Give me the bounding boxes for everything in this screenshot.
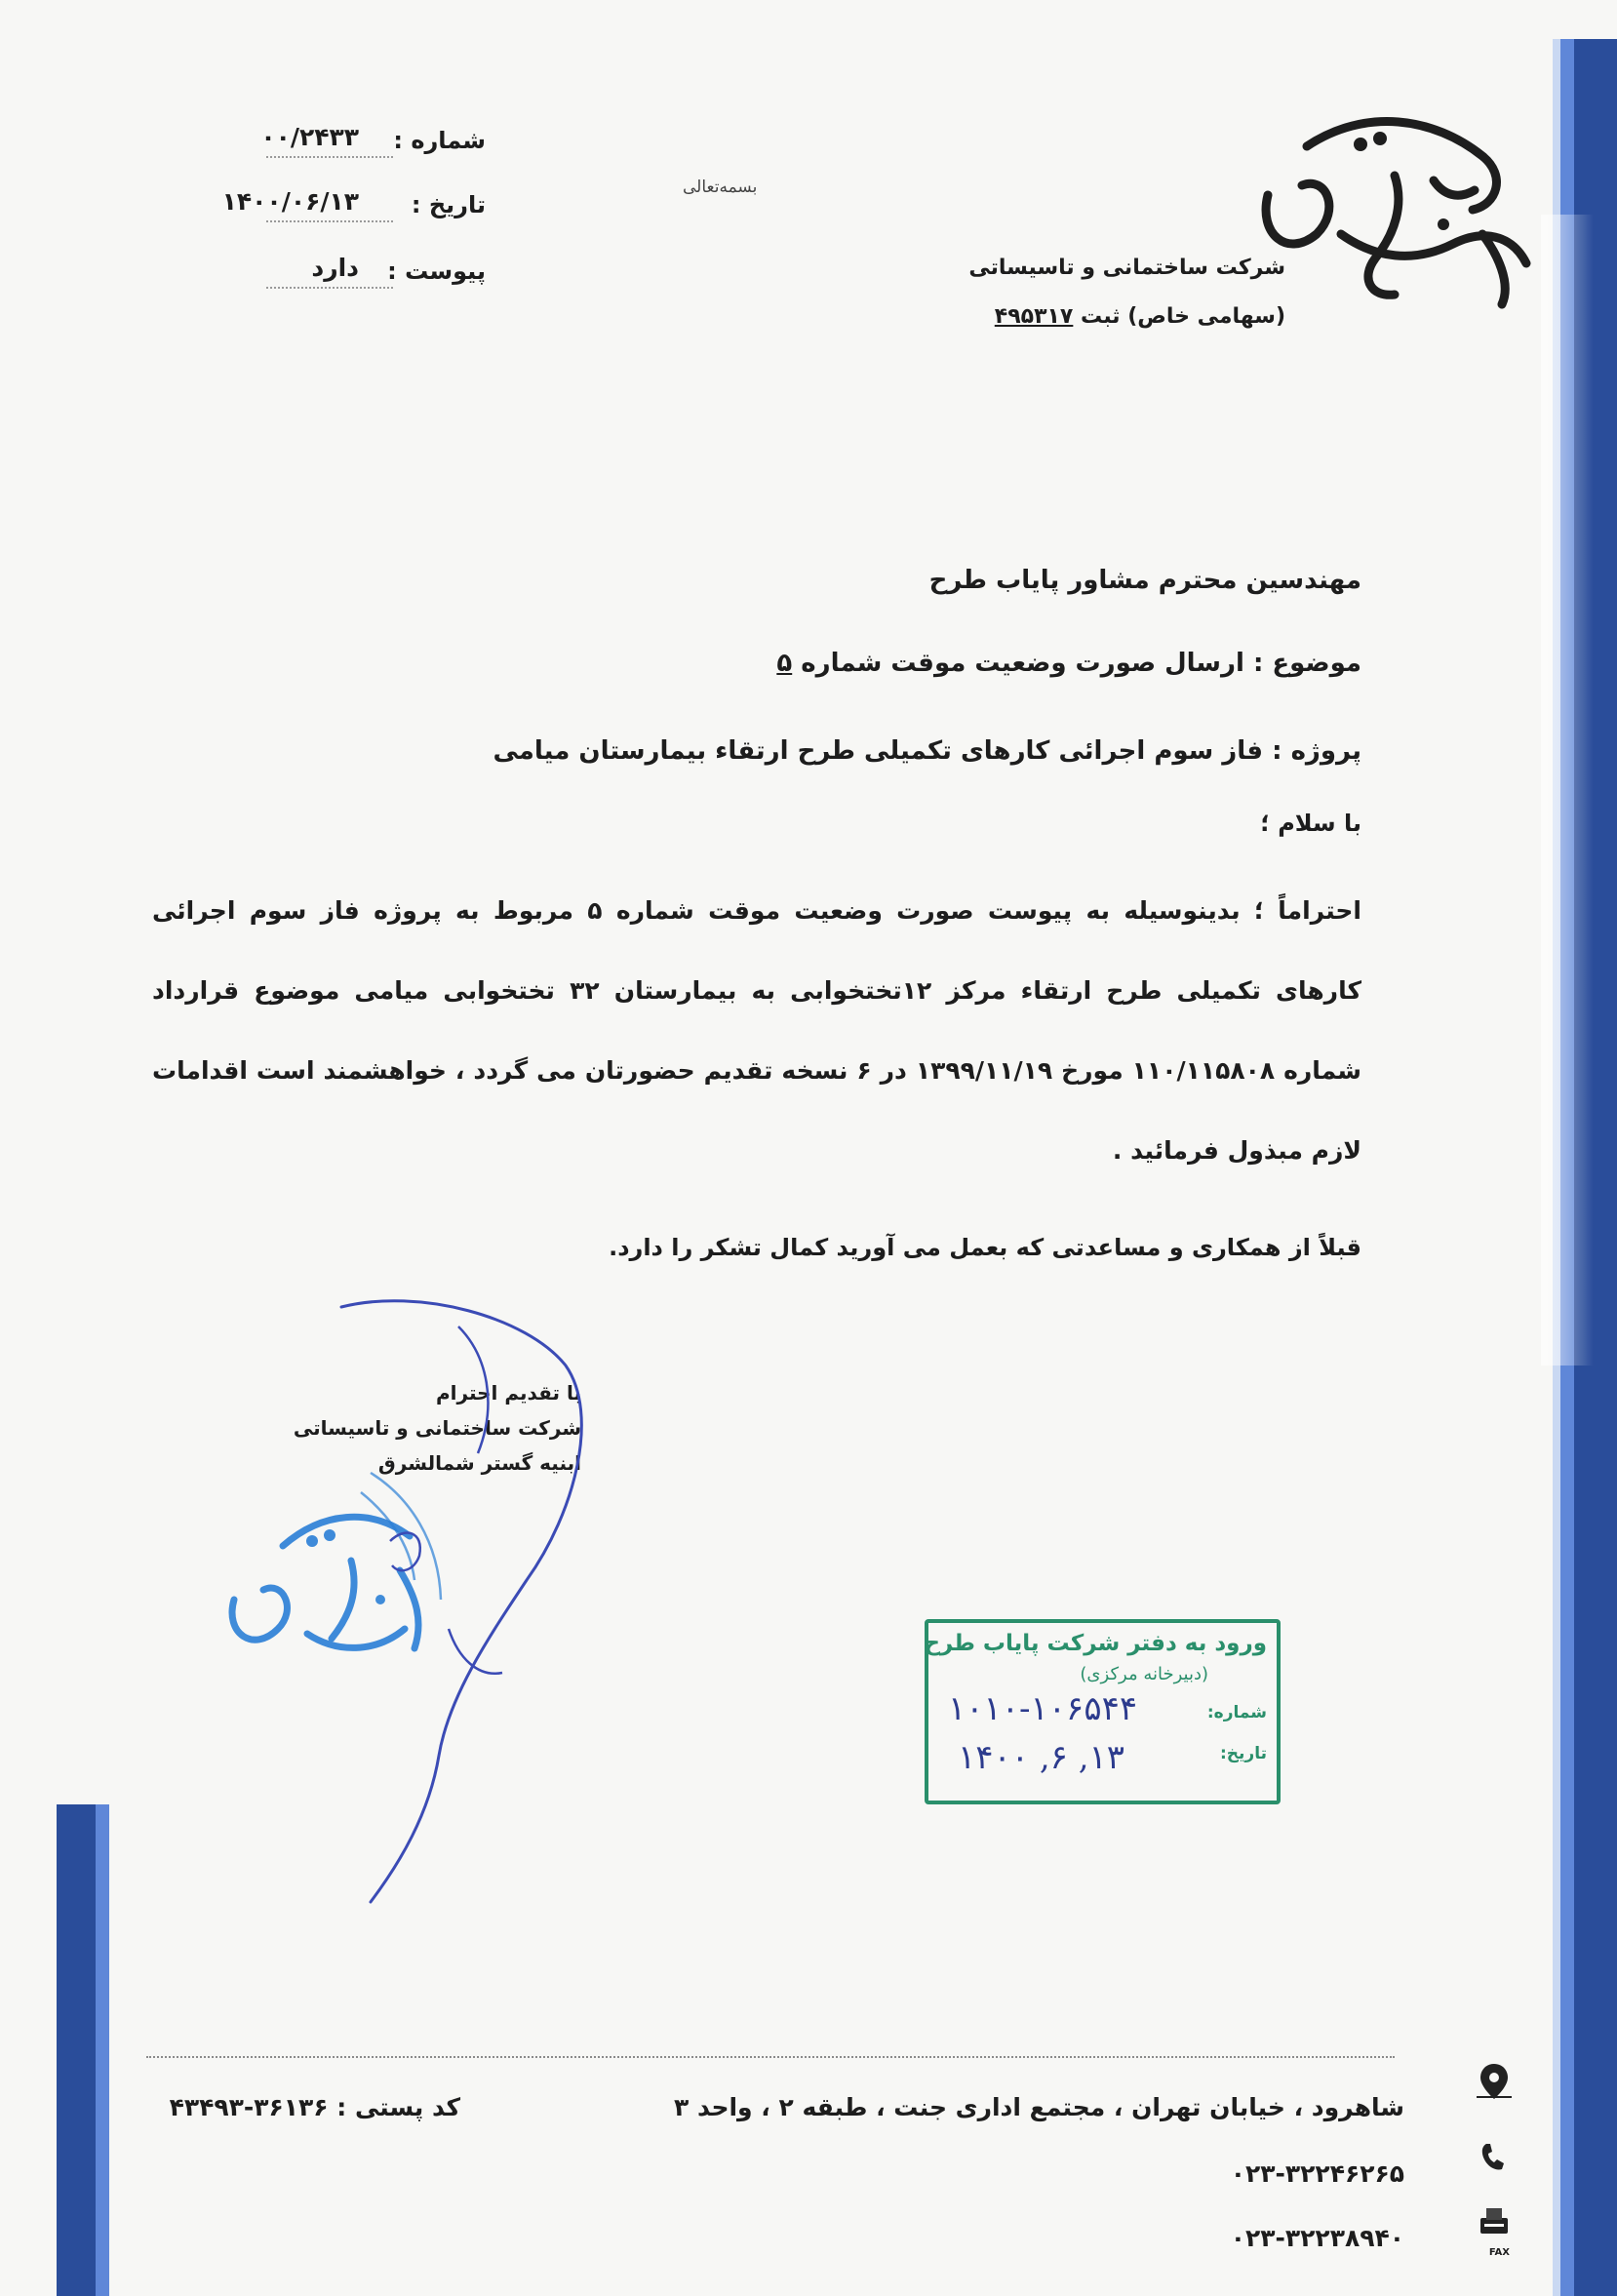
location-pin-icon <box>1473 2060 1516 2103</box>
company-reg-number: ۴۹۵۳۱۷ <box>994 304 1074 329</box>
recipient: مهندسین محترم مشاور پایاب طرح <box>928 566 1361 595</box>
handwritten-signature-icon <box>332 1287 614 1912</box>
signature-line-2: شرکت ساختمانی و تاسیساتی <box>293 1416 581 1440</box>
project-line <box>493 736 1361 766</box>
signature-line-3: ابنیه گستر شمالشرق <box>377 1451 581 1475</box>
number-value: ۰۰/۲۴۳۳ <box>260 123 359 151</box>
number-dots <box>266 156 393 158</box>
receipt-stamp <box>925 1619 1281 1804</box>
date-value: ۱۴۰۰/۰۶/۱۳ <box>221 187 359 216</box>
date-label: تاریخ : <box>411 191 486 218</box>
footer-phone: ۰۲۳-۳۲۲۴۶۲۶۵ <box>1230 2159 1404 2188</box>
fax-icon-label: FAX <box>1488 2247 1510 2258</box>
left-band-dark <box>57 1804 96 2296</box>
attachment-value: دارد <box>311 254 359 282</box>
stamp-title: ورود به دفتر شرکت پایاب طرح <box>924 1631 1267 1656</box>
subject-text: ارسال صورت وضعیت موقت شماره <box>801 649 1244 678</box>
number-label: شماره : <box>393 127 486 154</box>
closing-line: قبلاً از همکاری و مساعدتی که بعمل می آورید کمال تشکر را دارد. <box>609 1234 1361 1261</box>
right-band-highlight <box>1541 215 1594 1366</box>
footer-divider <box>146 2056 1395 2058</box>
stamp-date-label: تاریخ: <box>1220 1744 1267 1763</box>
footer-postal <box>170 2093 460 2121</box>
stamp-subtitle: (دبیرخانه مرکزی) <box>1080 1664 1208 1684</box>
project-label: پروژه : <box>1272 736 1361 766</box>
logo-lettering: . <box>1395 308 1396 309</box>
phone-icon <box>1473 2136 1516 2179</box>
basmala: بسمه‌تعالی <box>683 178 758 197</box>
company-name: شرکت ساختمانی و تاسیساتی <box>968 256 1285 280</box>
attachment-row <box>164 254 486 297</box>
body-paragraph <box>152 871 1361 1191</box>
body-line-4: لازم مبذول فرمائید . <box>1112 1136 1361 1165</box>
subject-line <box>776 649 1361 678</box>
attachment-label: پیوست : <box>387 257 486 285</box>
stamp-date-value: ۱۴۰۰ ,۶ ,۱۳ <box>958 1738 1125 1777</box>
subject-label: موضوع : <box>1252 649 1361 678</box>
company-registration <box>995 304 1285 329</box>
date-dots <box>266 220 393 222</box>
date-row <box>164 187 486 230</box>
attachment-dots <box>266 287 393 289</box>
stamp-number-value: ۱۰۱۰-۱۰۶۵۴۴ <box>948 1689 1138 1728</box>
footer-address: شاهرود ، خیابان تهران ، مجتمع اداری جنت ، طبقه ۲ ، واحد ۳ <box>674 2093 1404 2121</box>
fax-icon <box>1473 2202 1516 2245</box>
number-row <box>164 123 486 166</box>
postal-code: ۳۶۱۳۶-۴۳۴۹۳ <box>169 2093 329 2121</box>
signature-line-1: با تقدیم احترام <box>436 1381 581 1405</box>
body-line-3: شماره ۱۱۰/۱۱۵۸۰۸ مورخ ۱۳۹۹/۱۱/۱۹ در ۶ نسخه تقدیم حضورتان می گردد ، خواهشمند است اقدامات <box>152 1056 1361 1085</box>
company-logo-icon <box>1248 88 1541 312</box>
subject-number: ۵ <box>776 649 793 678</box>
left-band-mid <box>96 1804 109 2296</box>
company-type: (سهامی خاص) ثبت <box>1081 304 1285 329</box>
stamp-number-label: شماره: <box>1206 1703 1267 1722</box>
postal-label: کد پستی : <box>336 2093 460 2121</box>
project-text: فاز سوم اجرائی کارهای تکمیلی طرح ارتقاء بیمارستان میامی <box>493 736 1264 766</box>
greeting: با سلام ؛ <box>1260 810 1361 837</box>
body-line-2: کارهای تکمیلی طرح ارتقاء مرکز ۱۲تختخوابی به بیمارستان ۳۲ تختخوابی میامی موضوع قرارداد <box>152 976 1362 1005</box>
footer-fax: ۰۲۳-۳۲۲۳۸۹۴۰ <box>1230 2224 1404 2252</box>
body-line-1: احتراماً ؛ بدینوسیله به پیوست صورت وضعیت موقت شماره ۵ مربوط به پروژه فاز سوم اجرائی <box>152 896 1362 925</box>
